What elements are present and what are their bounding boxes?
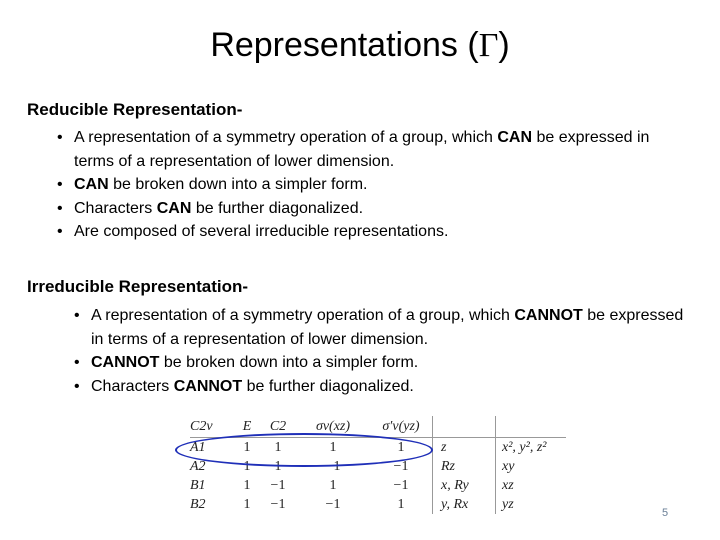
irreducible-bullet-3: • Characters CANNOT be further diagonalized. bbox=[74, 375, 694, 399]
table-cell: x², y², z² bbox=[496, 438, 567, 458]
table-cell: A1 bbox=[190, 440, 206, 455]
table-cell: B2 bbox=[190, 497, 206, 512]
table-cell: 1 bbox=[397, 440, 405, 455]
reducible-heading: Reducible Representation- bbox=[27, 100, 243, 119]
slide-title bbox=[0, 22, 720, 69]
header-sigma-yz: σ′v(yz) bbox=[370, 416, 433, 438]
a1-row-highlight-ellipse bbox=[175, 433, 433, 467]
table-cell: 1 bbox=[274, 459, 282, 474]
table-cell: x, Ry bbox=[433, 476, 496, 495]
table-row bbox=[190, 495, 566, 514]
table-cell: 1 bbox=[243, 440, 251, 455]
header-e: E bbox=[234, 416, 260, 438]
table-cell: yz bbox=[496, 495, 567, 514]
title-close-paren: ) bbox=[498, 26, 510, 64]
irreducible-bullet-list bbox=[74, 304, 694, 398]
reducible-bullet-3: • Characters CAN be further diagonalized. bbox=[57, 197, 667, 221]
table-cell: 1 bbox=[274, 440, 282, 455]
gamma-symbol: Γ bbox=[478, 27, 499, 64]
table-cell: −1 bbox=[325, 459, 341, 474]
table-cell: y, Rx bbox=[433, 495, 496, 514]
header-c2: C2 bbox=[260, 416, 296, 438]
page-number: 5 bbox=[662, 507, 669, 519]
header-quadratic bbox=[496, 416, 567, 438]
title-text: Representations ( bbox=[210, 26, 479, 64]
header-linear bbox=[433, 416, 496, 438]
table-cell: −1 bbox=[393, 459, 409, 474]
table-row bbox=[190, 476, 566, 495]
reducible-bullet-2: • CAN be broken down into a simpler form. bbox=[57, 173, 667, 197]
table-cell: xz bbox=[496, 476, 567, 495]
table-cell: −1 bbox=[270, 478, 286, 493]
table-cell: 1 bbox=[397, 497, 405, 512]
table-cell: z bbox=[433, 438, 496, 458]
table-cell: 1 bbox=[243, 497, 251, 512]
table-cell: −1 bbox=[325, 497, 341, 512]
header-sigma-xz: σv(xz) bbox=[296, 416, 370, 438]
table-cell: xy bbox=[496, 457, 567, 476]
table-cell: 1 bbox=[243, 478, 251, 493]
table-cell: Rz bbox=[433, 457, 496, 476]
header-point-group: C2v bbox=[190, 416, 234, 438]
irreducible-bullet-1: • A representation of a symmetry operation of a group, which CANNOT be expressed in terms of a representation of lower dimension. bbox=[74, 304, 694, 351]
table-cell: −1 bbox=[393, 478, 409, 493]
reducible-bullet-1: • A representation of a symmetry operation of a group, which CAN be expressed in terms of a representation of lower dimension. bbox=[57, 126, 667, 173]
table-cell: 1 bbox=[329, 478, 337, 493]
reducible-bullet-list bbox=[57, 126, 667, 244]
table-cell: B1 bbox=[190, 478, 206, 493]
table-cell: 1 bbox=[329, 440, 337, 455]
reducible-bullet-4: • Are composed of several irreducible representations. bbox=[57, 220, 667, 244]
table-cell: A2 bbox=[190, 459, 206, 474]
table-cell: −1 bbox=[270, 497, 286, 512]
irreducible-heading: Irreducible Representation- bbox=[27, 277, 249, 296]
irreducible-bullet-2: • CANNOT be broken down into a simpler form. bbox=[74, 351, 694, 375]
table-cell: 1 bbox=[243, 459, 251, 474]
